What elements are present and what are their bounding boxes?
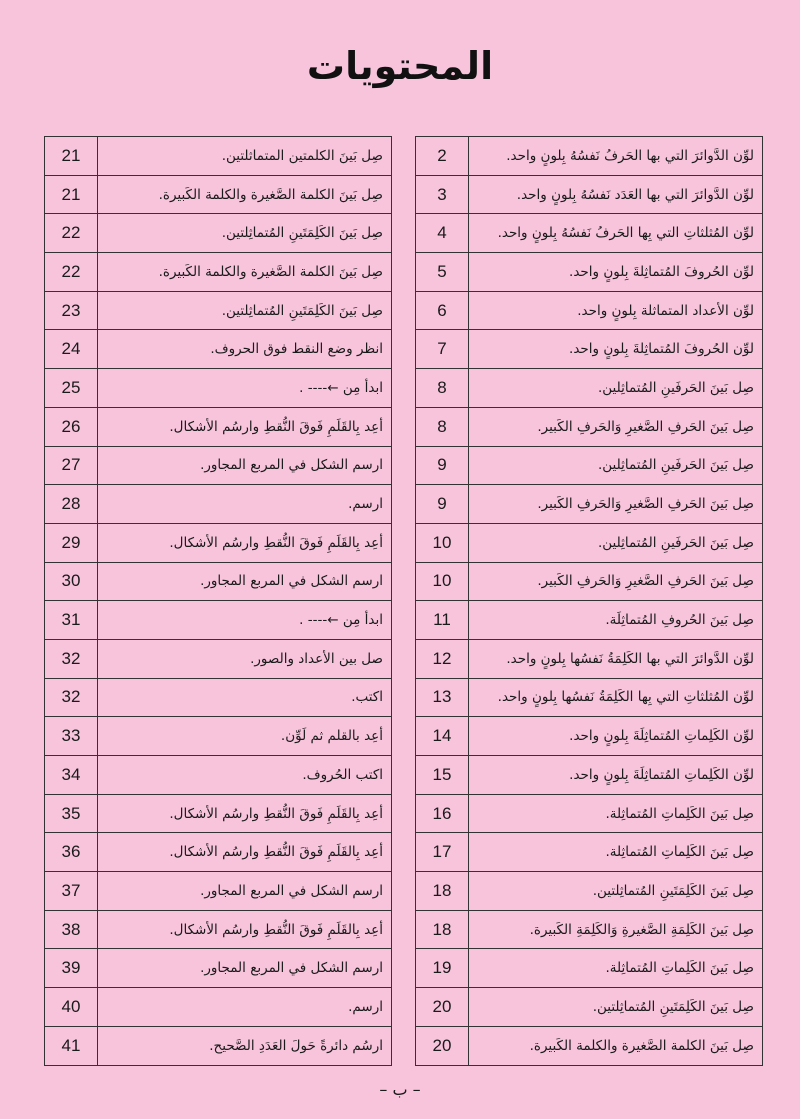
contents-row	[45, 369, 392, 408]
contents-row	[416, 756, 763, 795]
activity-description: أعِد بالقلم ثم لَوِّن.	[98, 717, 392, 756]
page-reference: 34	[45, 756, 98, 795]
activity-description: لوِّن الكَلِماتِ المُتماثِلَةَ بِلونٍ واحد.	[469, 717, 763, 756]
activity-description: أعِد بِالقَلَمِ فَوقَ النُّقطِ وارسُم الأشكال.	[98, 407, 392, 446]
contents-row	[45, 562, 392, 601]
page-reference: 32	[45, 678, 98, 717]
page-reference: 25	[45, 369, 98, 408]
activity-description: ارسم الشكل في المربع المجاور.	[98, 949, 392, 988]
contents-row	[45, 407, 392, 446]
page-reference: 28	[45, 485, 98, 524]
contents-row	[45, 833, 392, 872]
contents-row	[45, 678, 392, 717]
activity-description: لوِّن الحُروفَ المُتماثِلةَ بِلونٍ واحد.	[469, 253, 763, 292]
page-reference: 5	[416, 253, 469, 292]
page-reference: 22	[45, 253, 98, 292]
page-reference: 3	[416, 175, 469, 214]
activity-description: لوِّن الدَّوائرَ التي بها الحَرفُ نَفسُهُ بِلونٍ واحد.	[469, 137, 763, 176]
page-reference: 24	[45, 330, 98, 369]
activity-description: صِل بَينَ الكلمة الصَّغيرة والكلمة الكَبيرة.	[98, 253, 392, 292]
activity-description: لوِّن المُثلثاتِ التي بِها الحَرفُ نَفسُهُ بِلونٍ واحد.	[469, 214, 763, 253]
page-reference: 35	[45, 794, 98, 833]
contents-row	[45, 949, 392, 988]
contents-row	[416, 446, 763, 485]
page-reference: 15	[416, 756, 469, 795]
page-reference: 39	[45, 949, 98, 988]
activity-description: صِل بَينَ الكَلِمَةِ الصَّغيرةِ وَالكَلِمَةِ الكَبيرة.	[469, 910, 763, 949]
activity-description: صِل بَينَ الكَلِماتِ المُتماثِلة.	[469, 949, 763, 988]
contents-row	[45, 756, 392, 795]
contents-row	[45, 253, 392, 292]
contents-row	[416, 910, 763, 949]
activity-description: لوِّن الدَّوائرَ التي بها الكَلِمَةُ نَفسُها بِلونٍ واحد.	[469, 639, 763, 678]
activity-description: انظر وضع النقط فوق الحروف.	[98, 330, 392, 369]
contents-row	[416, 678, 763, 717]
activity-description: أعِد بِالقَلَمِ فَوقَ النُّقطِ وارسُم الأشكال.	[98, 833, 392, 872]
page-reference: 31	[45, 601, 98, 640]
activity-description: صِل بَينَ الحَرفَينِ المُتماثِلين.	[469, 523, 763, 562]
activity-description: صِل بَينَ الحُروفِ المُتماثِلَة.	[469, 601, 763, 640]
contents-row	[416, 601, 763, 640]
activity-description: أعِد بِالقَلَمِ فَوقَ النُّقطِ وارسُم الأشكال.	[98, 523, 392, 562]
contents-row	[416, 407, 763, 446]
contents-row	[416, 794, 763, 833]
activity-description: صِل بَينَ الكَلِماتِ المُتماثِلة.	[469, 833, 763, 872]
page-reference: 4	[416, 214, 469, 253]
contents-row	[416, 214, 763, 253]
contents-row	[416, 1026, 763, 1065]
contents-table-left	[44, 136, 392, 1066]
page-reference: 32	[45, 639, 98, 678]
page-reference: 23	[45, 291, 98, 330]
activity-description: صِل بَينَ الكَلِمَتَينِ المُتماثِلتين.	[98, 291, 392, 330]
activity-description: لوِّن الدَّوائرَ التي بها العَدَد نَفسُهُ بِلونٍ واحد.	[469, 175, 763, 214]
page-reference: 41	[45, 1026, 98, 1065]
page-reference: 37	[45, 872, 98, 911]
activity-description: ارسم الشكل في المربع المجاور.	[98, 562, 392, 601]
activity-description: صِل بَينَ الحَرفِ الصَّغيرِ وَالحَرفِ الكَبير.	[469, 562, 763, 601]
page-reference: 14	[416, 717, 469, 756]
activity-description: صِل بَينَ الحَرفِ الصَّغيرِ وَالحَرفِ الكَبير.	[469, 485, 763, 524]
activity-description: صِل بَينَ الكَلِماتِ المُتماثِلة.	[469, 794, 763, 833]
activity-description: صل بين الأعداد والصور.	[98, 639, 392, 678]
activity-description: صِل بَينَ الكَلِمَتَينِ المُتماثِلتين.	[469, 988, 763, 1027]
page-reference: 21	[45, 175, 98, 214]
activity-description: ابدأ مِن ←---- .	[98, 369, 392, 408]
page-reference: 16	[416, 794, 469, 833]
contents-row	[416, 949, 763, 988]
page-reference: 13	[416, 678, 469, 717]
activity-description: ارسم.	[98, 988, 392, 1027]
contents-row	[45, 794, 392, 833]
activity-description: أعِد بِالقَلَمِ فَوقَ النُّقطِ وارسُم الأشكال.	[98, 910, 392, 949]
activity-description: اكتب الحُروف.	[98, 756, 392, 795]
activity-description: صِل بَينَ الكلمتين المتماثلتين.	[98, 137, 392, 176]
page-reference: 8	[416, 369, 469, 408]
page-reference: 2	[416, 137, 469, 176]
contents-row	[416, 833, 763, 872]
contents-row	[416, 330, 763, 369]
page-title: المحتويات	[306, 44, 494, 88]
contents-row	[416, 988, 763, 1027]
contents-row	[416, 253, 763, 292]
page-reference: 33	[45, 717, 98, 756]
activity-description: ارسم.	[98, 485, 392, 524]
page-reference: 27	[45, 446, 98, 485]
contents-row	[416, 523, 763, 562]
contents-row	[416, 369, 763, 408]
page-reference: 29	[45, 523, 98, 562]
page-reference: 18	[416, 872, 469, 911]
page-reference: 10	[416, 523, 469, 562]
activity-description: لوِّن الكَلِماتِ المُتماثِلَةَ بِلونٍ واحد.	[469, 756, 763, 795]
activity-description: أعِد بِالقَلَمِ فَوقَ النُّقطِ وارسُم الأشكال.	[98, 794, 392, 833]
page-number: – ب –	[379, 1080, 421, 1099]
page-reference: 10	[416, 562, 469, 601]
activity-description: صِل بَينَ الكلمة الصَّغيرة والكلمة الكَبيرة.	[98, 175, 392, 214]
contents-row	[45, 717, 392, 756]
page-reference: 12	[416, 639, 469, 678]
contents-row	[45, 1026, 392, 1065]
contents-row	[45, 175, 392, 214]
activity-description: لوِّن الحُروفَ المُتماثِلةَ بِلونٍ واحد.	[469, 330, 763, 369]
activity-description: صِل بَينَ الحَرفِ الصَّغيرِ وَالحَرفِ الكَبير.	[469, 407, 763, 446]
contents-row	[416, 872, 763, 911]
contents-row	[45, 872, 392, 911]
contents-row	[45, 137, 392, 176]
contents-row	[45, 910, 392, 949]
page-reference: 17	[416, 833, 469, 872]
activity-description: لوِّن الأعداد المتماثلة بِلونٍ واحد.	[469, 291, 763, 330]
page-reference: 9	[416, 485, 469, 524]
page-reference: 6	[416, 291, 469, 330]
page-reference: 40	[45, 988, 98, 1027]
contents-row	[45, 988, 392, 1027]
page-reference: 36	[45, 833, 98, 872]
contents-row	[45, 214, 392, 253]
contents-row	[45, 330, 392, 369]
page-reference: 20	[416, 988, 469, 1027]
activity-description: صِل بَينَ الحَرفَينِ المُتماثِلين.	[469, 369, 763, 408]
activity-description: ابدأ مِن ←---- .	[98, 601, 392, 640]
page-reference: 30	[45, 562, 98, 601]
contents-row	[45, 291, 392, 330]
page-reference: 21	[45, 137, 98, 176]
activity-description: صِل بَينَ الكَلِمَتَينِ المُتماثِلتين.	[469, 872, 763, 911]
page-reference: 9	[416, 446, 469, 485]
contents-row	[416, 137, 763, 176]
activity-description: صِل بَينَ الكلمة الصَّغيرة والكلمة الكَبيرة.	[469, 1026, 763, 1065]
page-reference: 26	[45, 407, 98, 446]
contents-row	[416, 562, 763, 601]
contents-row	[45, 639, 392, 678]
page-reference: 38	[45, 910, 98, 949]
page-reference: 19	[416, 949, 469, 988]
contents-row	[416, 717, 763, 756]
page-reference: 18	[416, 910, 469, 949]
page-reference: 7	[416, 330, 469, 369]
activity-description: صِل بَينَ الحَرفَينِ المُتماثِلين.	[469, 446, 763, 485]
contents-row	[45, 523, 392, 562]
contents-row	[416, 175, 763, 214]
activity-description: ارسم الشكل في المربع المجاور.	[98, 872, 392, 911]
page-reference: 8	[416, 407, 469, 446]
activity-description: صِل بَينَ الكَلِمَتَينِ المُتماثِلتين.	[98, 214, 392, 253]
contents-row	[416, 639, 763, 678]
contents-row	[416, 291, 763, 330]
page-reference: 22	[45, 214, 98, 253]
contents-row	[45, 485, 392, 524]
contents-row	[416, 485, 763, 524]
contents-row	[45, 446, 392, 485]
activity-description: ارسُم دائرةً حَولَ العَدَدِ الصَّحيح.	[98, 1026, 392, 1065]
page-reference: 11	[416, 601, 469, 640]
contents-row	[45, 601, 392, 640]
activity-description: لوِّن المُثلثاتِ التي بِها الكَلِمَةُ نَفسُها بِلونٍ واحد.	[469, 678, 763, 717]
page-reference: 20	[416, 1026, 469, 1065]
contents-table-right	[415, 136, 763, 1066]
activity-description: ارسم الشكل في المربع المجاور.	[98, 446, 392, 485]
activity-description: اكتب.	[98, 678, 392, 717]
